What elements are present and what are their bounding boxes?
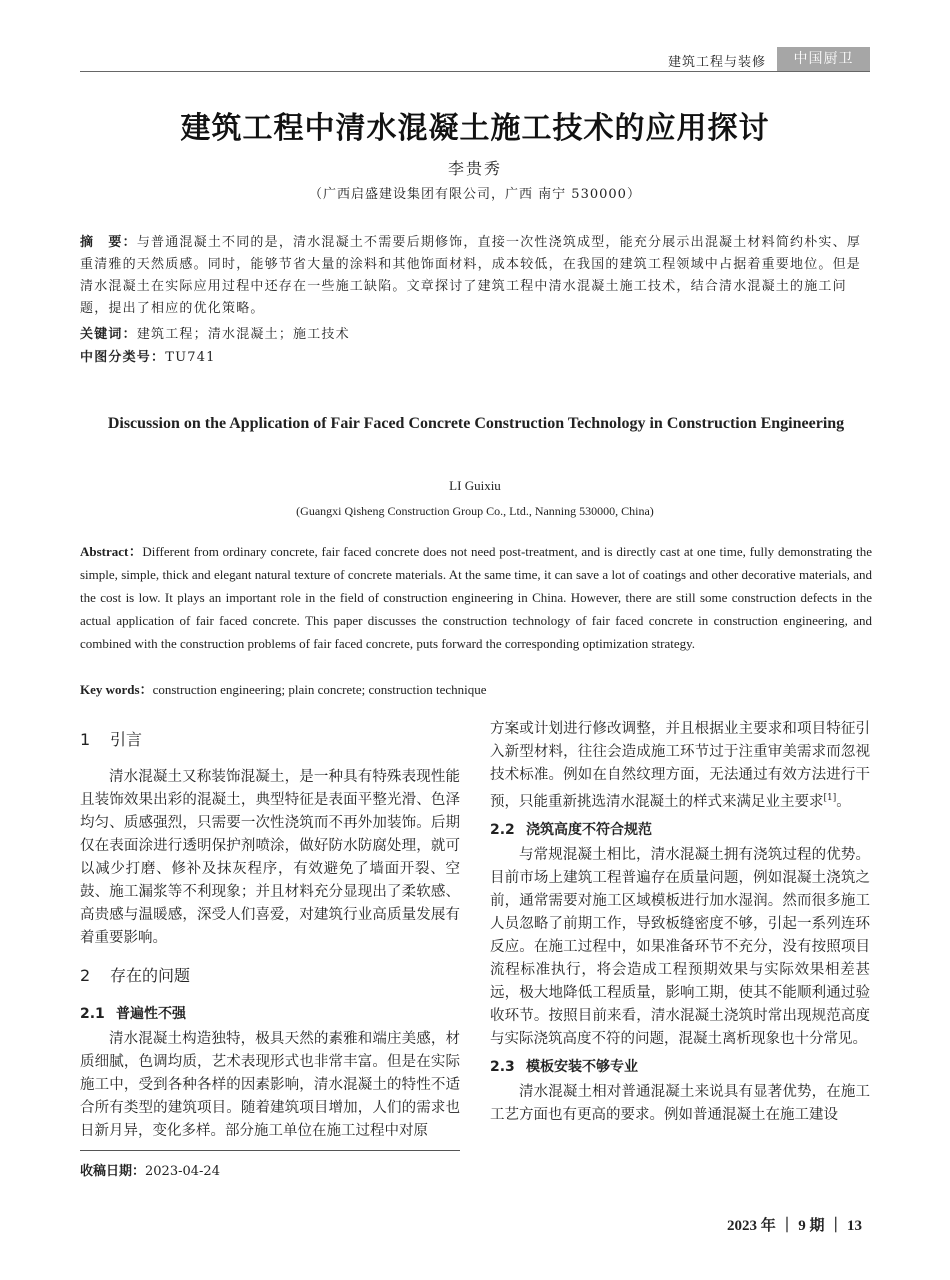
paragraph: 清水混凝土构造独特，极具天然的素雅和端庄美感，材质细腻，色调均质，艺术表现形式也非常丰富。但是在实际施工中，受到各种各样的因素影响，清水混凝土的特性不适合所有类型的建筑项目。随着建筑项目增加，人们的需求也日新月异，变化多样。部分施工单位在施工过程中对原 — [80, 1031, 460, 1139]
footnote-rule — [80, 1150, 460, 1151]
issue-year: 2023 年 — [726, 1218, 776, 1234]
section-number: 1 — [80, 730, 91, 749]
clc-label: 中图分类号： — [80, 350, 166, 365]
citation-ref: [1] — [823, 793, 837, 803]
paragraph — [490, 718, 870, 814]
keywords-cn-label: 关键词： — [80, 327, 137, 342]
paragraph: 与常规混凝土相比，清水混凝土拥有浇筑过程的优势。目前市场上建筑工程普遍存在质量问题，例如混凝土浇筑之前，通常需要对施工区域模板进行加水湿润。然而很多施工人员忽略了前期工作，导致板缝密度不够，引起一系列连环反应。在施工过程中，如果准备环节不充分，没有按照项目流程标准执行，将会造成工程预期效果与实际效果相差甚远，极大地降低工程质量，影响工期，使其不能顺利通过验收环节。按照目前来看，清水混凝土浇筑时常出现规范高度与实际浇筑高度不符的问题，混凝土离析现象也十分常见。 — [490, 846, 870, 1047]
abstract-en — [80, 540, 872, 655]
section-title: 引言 — [110, 730, 143, 749]
received-date-label: 收稿日期： — [80, 1164, 146, 1179]
separator: ｜ — [779, 1218, 795, 1234]
journal-name-tab: 中国厨卫 — [777, 47, 870, 71]
page-number: 13 — [847, 1218, 862, 1234]
abstract-cn — [80, 232, 872, 320]
subsection-title: 浇筑高度不符合规范 — [526, 821, 652, 838]
abstract-en-label: Abstract： — [80, 544, 143, 559]
subsection-heading-2-3 — [490, 1055, 870, 1079]
section-title: 存在的问题 — [110, 966, 191, 985]
paragraph-end: 。 — [836, 793, 851, 810]
running-header-section: 建筑工程与装修 — [667, 55, 766, 70]
body-left-column — [80, 722, 460, 1143]
received-date — [80, 1160, 220, 1179]
body-right-column — [490, 718, 870, 1127]
keywords-en — [80, 679, 872, 701]
keywords-cn-text: 建筑工程；清水混凝土；施工技术 — [136, 327, 350, 342]
author-affiliation: （广西启盛建设集团有限公司，广西 南宁 530000） — [309, 187, 641, 202]
subsection-title: 普遍性不强 — [116, 1006, 186, 1022]
paragraph-text: 方案或计划进行修改调整，并且根据业主要求和项目特征引入新型材料，往往会造成施工环节过于注重审美需求而忽视技术标准。例如在自然纹理方面，无法通过有效方法进行干预，只能重新挑选清水混凝土的样式来满足业主要求 — [490, 721, 870, 810]
subsection-number: 2.1 — [80, 1006, 105, 1022]
page-footer — [727, 1214, 862, 1235]
subsection-heading-2-1 — [80, 1002, 460, 1026]
english-affiliation: (Guangxi Qisheng Construction Group Co., Ltd., Nanning 530000, China) — [296, 504, 654, 518]
subsection-number: 2.2 — [490, 821, 515, 838]
abstract-en-text: Different from ordinary concrete, fair faced concrete does not need post-treatment, and is directly cast at one time, fully demonstrating the simple, simple, thick and elegant natural texture of concrete materials. At the same time, it can save a lot of coatings and other decorative materials, and the cost is low. It plays an important role in the field of construction engineering in China. However, there are still some construction defects in the actual application of fair faced concrete. This paper discusses the construction technology of fair faced concrete in construction engineering, and combined with the construction problems of fair faced concrete, puts forward the corresponding optimization strategy. — [80, 544, 872, 651]
issue-number: 9 期 — [798, 1218, 825, 1234]
abstract-cn-text: 与普通混凝土不同的是，清水混凝土不需要后期修饰，直接一次性浇筑成型，能充分展示出混凝土材料简约朴实、厚重清雅的天然质感。同时，能够节省大量的涂料和其他饰面材料，成本较低，在我国的建筑工程领域中占据着重要地位。但是清水混凝土在实际应用过程中还存在一些施工缺陷。文章探讨了建筑工程中清水混凝土施工技术，结合清水混凝土的施工问题，提出了相应的优化策略。 — [80, 235, 862, 316]
subsection-number: 2.3 — [490, 1058, 515, 1075]
article-title: 建筑工程中清水混凝土施工技术的应用探讨 — [180, 111, 770, 146]
keywords-en-label: Key words： — [80, 682, 153, 697]
clc-number — [80, 347, 872, 369]
clc-text: TU741 — [165, 350, 216, 365]
section-heading-1 — [80, 728, 460, 752]
paragraph: 清水混凝土又称装饰混凝土，是一种具有特殊表现性能且装饰效果出彩的混凝土，典型特征是表面平整光滑、色泽均匀、质感强烈，只需要一次性浇筑而不再外加装饰。后期仅在表面涂进行透明保护剂喷涂，做好防水防腐处理，就可以减少打磨、修补及抹灰程序，有效避免了墙面开裂、空鼓、施工漏浆等不利现象；并且材料充分显现出了柔软感、高贵感与温暖感，深受人们喜爱，对建筑行业高质量发展有着重要影响。 — [80, 769, 460, 946]
section-heading-2 — [80, 964, 460, 988]
separator: ｜ — [828, 1218, 844, 1234]
subsection-title: 模板安装不够专业 — [526, 1058, 638, 1075]
header-rule — [80, 71, 870, 72]
abstract-cn-label: 摘 要： — [80, 235, 137, 250]
keywords-cn — [80, 324, 872, 346]
subsection-heading-2-2 — [490, 818, 870, 842]
english-author: LI Guixiu — [449, 478, 501, 493]
keywords-en-text: construction engineering; plain concrete; construction technique — [152, 682, 487, 697]
paragraph: 清水混凝土相对普通混凝土来说具有显著优势，在施工工艺方面也有更高的要求。例如普通混凝土在施工建设 — [490, 1083, 870, 1123]
received-date-value: 2023-04-24 — [145, 1164, 220, 1179]
author-name: 李贵秀 — [447, 159, 502, 178]
section-number: 2 — [80, 966, 91, 985]
english-title: Discussion on the Application of Fair Faced Concrete Construction Technology in Construction Engineering — [107, 415, 845, 432]
